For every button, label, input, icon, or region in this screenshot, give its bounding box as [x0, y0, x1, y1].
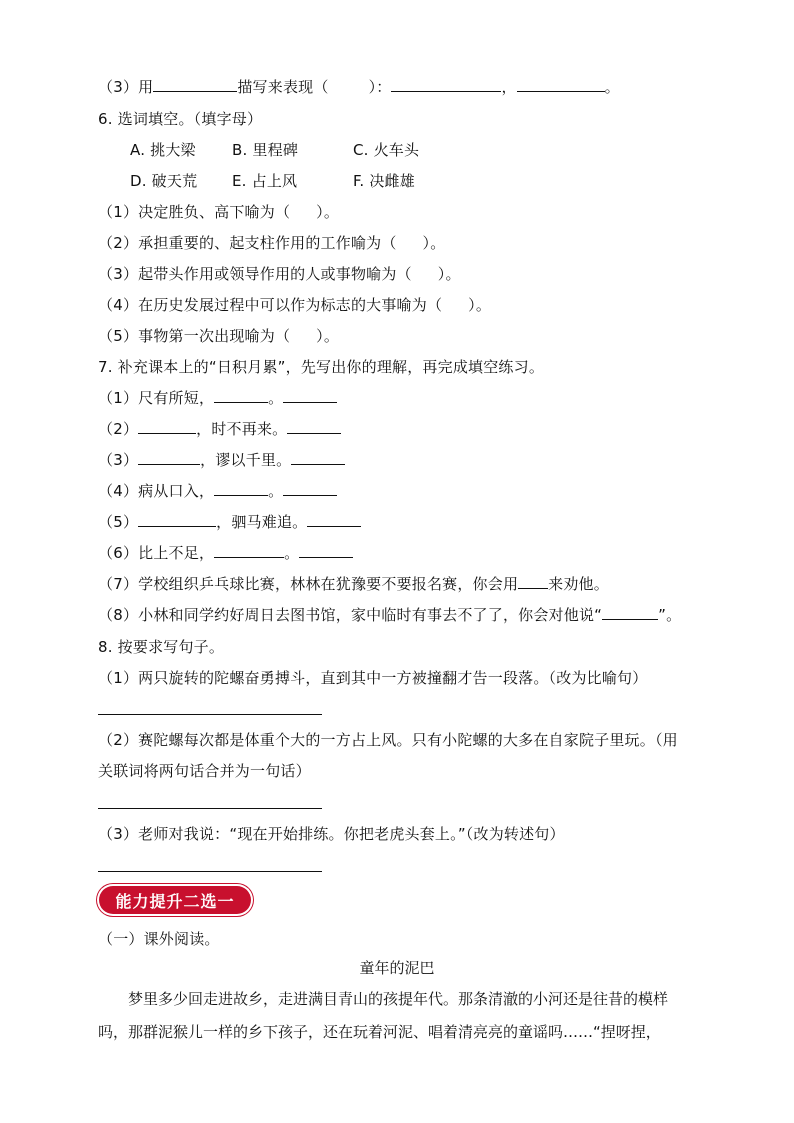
answer-line[interactable]	[98, 871, 322, 872]
q7-heading: 7. 补充课本上的“日积月累”，先写出你的理解，再完成填空练习。	[98, 358, 545, 376]
q6-item	[98, 233, 445, 253]
q6-heading: 6. 选词填空。（填字母）	[98, 110, 263, 128]
q6-item-text: （4）在历史发展过程中可以作为标志的大事喻为（	[98, 296, 443, 314]
q7-item	[98, 574, 609, 594]
q7-item	[98, 543, 353, 563]
fill-blank[interactable]	[214, 388, 268, 403]
section-banner-label: 能力提升二选一	[115, 891, 235, 911]
answer-line[interactable]	[98, 714, 322, 715]
q8-item3: （3）老师对我说：“现在开始排练。你把老虎头套上。”（改为转述句）	[98, 825, 565, 843]
q5-item3	[98, 77, 620, 97]
q7-item-part: （5）	[98, 513, 139, 531]
fill-blank[interactable]	[602, 605, 658, 620]
q6-option: D. 破天荒	[130, 172, 198, 190]
q7-item-part: （7）学校组织乒乓球比赛，林林在犹豫要不要报名赛，你会用	[98, 575, 519, 593]
q6-item	[98, 202, 339, 222]
q5-item3-prefix: （3）用	[98, 78, 154, 96]
q6-item	[98, 326, 339, 346]
answer-line[interactable]	[98, 808, 322, 809]
q8-item2-line2: 关联词将两句话合并为一句话）	[98, 762, 311, 780]
q7-item-part: ，驷马难追。	[216, 513, 308, 531]
q8-item2-line1: （2）赛陀螺每次都是体重个大的一方占上风。只有小陀螺的大多在自家院子里玩。（用	[98, 731, 678, 749]
q6-item-close: ）。	[316, 327, 340, 345]
fill-blank[interactable]	[299, 543, 353, 558]
q5-item3-after-paren: ）：	[368, 78, 392, 96]
fill-blank[interactable]	[153, 77, 237, 92]
q7-item	[98, 388, 337, 408]
q7-item-part: 。	[268, 389, 284, 407]
q7-item	[98, 512, 361, 532]
q7-item-part: （1）尺有所短，	[98, 389, 215, 407]
fill-blank[interactable]	[283, 481, 337, 496]
q7-item	[98, 450, 345, 470]
q7-item-part: （8）小林和同学约好周日去图书馆，家中临时有事去不了了，你会对他说“	[98, 606, 603, 624]
reading-subheading: （一）课外阅读。	[98, 930, 220, 948]
q6-option: A. 挑大梁	[130, 141, 196, 159]
fill-blank[interactable]	[214, 481, 268, 496]
fill-blank[interactable]	[138, 512, 216, 527]
q7-item-part: （4）病从口入，	[98, 482, 215, 500]
q6-item-text: （2）承担重要的、起支柱作用的工作喻为（	[98, 234, 397, 252]
q6-item-text: （5）事物第一次出现喻为（	[98, 327, 291, 345]
passage-line: 梦里多少回走进故乡，走进满目青山的孩提年代。那条清澈的小河还是往昔的模样	[128, 990, 669, 1008]
q6-item	[98, 264, 461, 284]
fill-blank[interactable]	[518, 574, 548, 589]
fill-blank[interactable]	[307, 512, 361, 527]
q6-item	[98, 295, 491, 315]
q7-item	[98, 419, 341, 439]
fill-blank[interactable]	[391, 77, 501, 92]
q5-item3-comma: ，	[501, 78, 517, 96]
q5-item3-end: 。	[604, 78, 620, 96]
q6-option: C. 火车头	[353, 141, 420, 159]
fill-blank[interactable]	[138, 450, 200, 465]
q6-item-close: ）。	[437, 265, 461, 283]
passage-line: 吗，那群泥猴儿一样的乡下孩子，还在玩着河泥、唱着清亮亮的童谣吗……“捏呀捏，	[98, 1023, 661, 1041]
q7-item-part: 。	[268, 482, 284, 500]
section-banner	[99, 886, 251, 914]
q8-item1: （1）两只旋转的陀螺奋勇搏斗，直到其中一方被撞翻才告一段落。（改为比喻句）	[98, 669, 648, 687]
q5-item3-mid: 描写来表现（	[237, 78, 329, 96]
q7-item-part: ，时不再来。	[196, 420, 288, 438]
q7-item-part: （3）	[98, 451, 139, 469]
q8-heading: 8. 按要求写句子。	[98, 638, 225, 656]
q6-item-text: （3）起带头作用或领导作用的人或事物喻为（	[98, 265, 412, 283]
q6-item-close: ）。	[468, 296, 492, 314]
fill-blank[interactable]	[138, 419, 196, 434]
q7-item-part: （2）	[98, 420, 139, 438]
q6-item-close: ）。	[316, 203, 340, 221]
q6-option: F. 决雌雄	[353, 172, 415, 190]
q7-item	[98, 481, 337, 501]
q7-item-part: 。	[284, 544, 300, 562]
q7-item	[98, 605, 681, 625]
q6-option: E. 占上风	[232, 172, 298, 190]
fill-blank[interactable]	[287, 419, 341, 434]
q7-item-part: （6）比上不足，	[98, 544, 215, 562]
q7-item-part: ，谬以千里。	[200, 451, 292, 469]
q7-item-part: ”。	[658, 606, 682, 624]
q6-item-close: ）。	[422, 234, 446, 252]
fill-blank[interactable]	[283, 388, 337, 403]
q6-item-text: （1）决定胜负、高下喻为（	[98, 203, 291, 221]
q7-item-part: 来劝他。	[548, 575, 609, 593]
fill-blank[interactable]	[214, 543, 284, 558]
q6-option: B. 里程碑	[232, 141, 299, 159]
fill-blank[interactable]	[291, 450, 345, 465]
passage-title: 童年的泥巴	[359, 959, 435, 977]
fill-blank[interactable]	[517, 77, 605, 92]
